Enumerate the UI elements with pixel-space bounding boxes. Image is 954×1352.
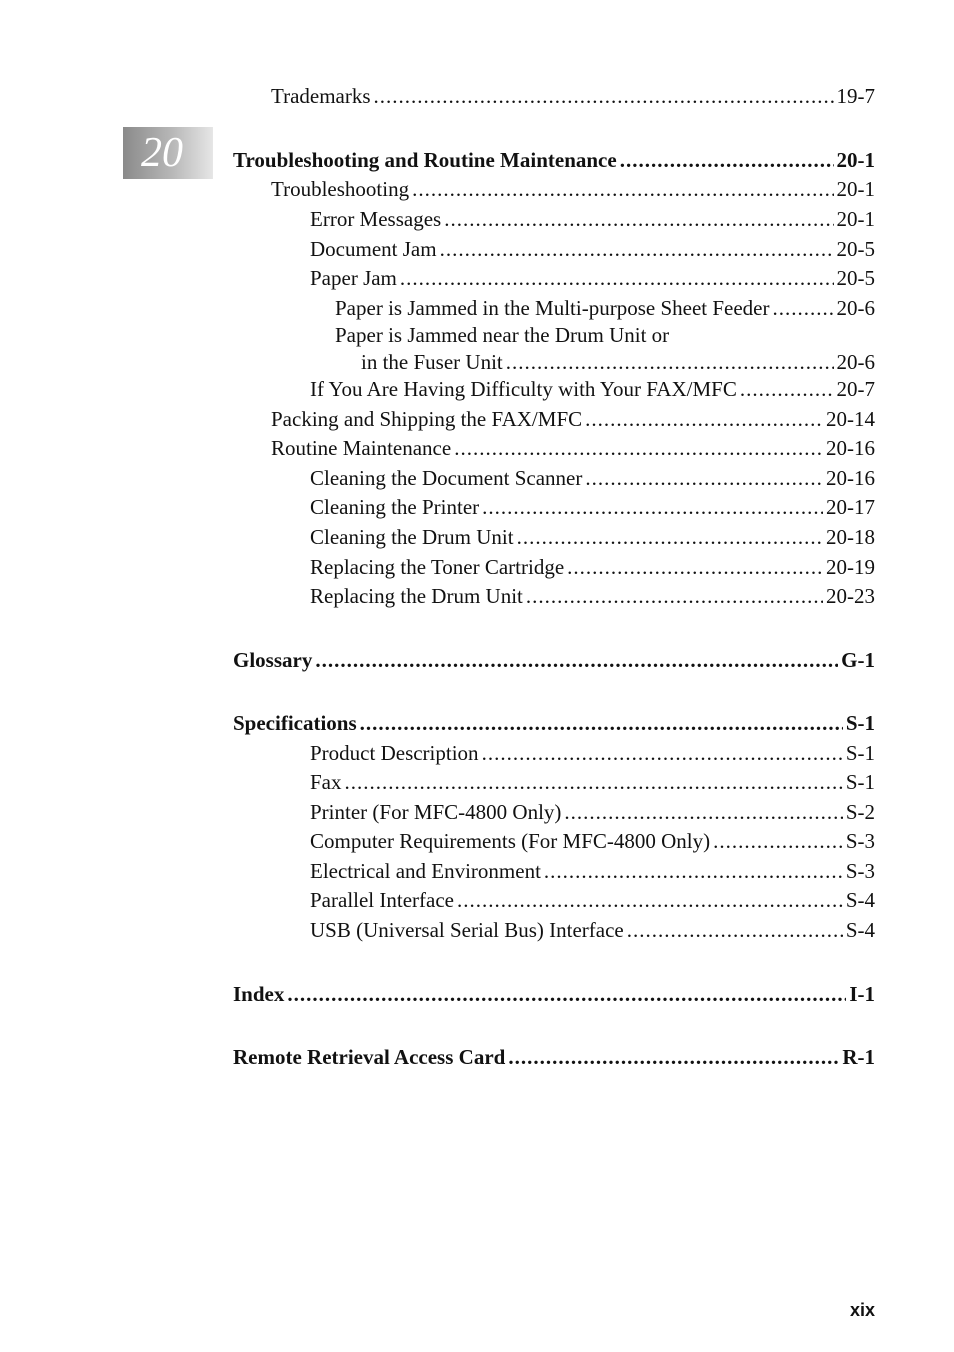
dot-leader — [444, 206, 833, 232]
dot-leader — [517, 524, 823, 550]
toc-entry-title: Error Messages — [310, 207, 442, 231]
toc-entry-product-description[interactable] — [310, 740, 875, 766]
toc-entry-printer[interactable] — [310, 799, 875, 825]
toc-entry-title: Paper Jam — [310, 266, 397, 290]
dot-leader — [400, 265, 834, 291]
toc-entry-title: Fax — [310, 770, 342, 794]
toc-entry-page: S-3 — [845, 829, 875, 853]
toc-entry-title: Packing and Shipping the FAX/MFC — [271, 407, 583, 431]
dot-leader — [345, 769, 843, 795]
toc-entry-document-jam[interactable] — [310, 236, 875, 262]
toc-entry-title: Document Jam — [310, 237, 437, 261]
dot-leader — [454, 435, 823, 461]
dot-leader — [526, 583, 823, 609]
toc-entry-page: 20-6 — [836, 350, 875, 374]
dot-leader — [585, 406, 823, 432]
toc-chapter-troubleshooting-maintenance[interactable] — [233, 147, 875, 173]
dot-leader — [627, 917, 843, 943]
dot-leader — [713, 828, 843, 854]
toc-entry-page: S-2 — [845, 800, 875, 824]
toc-entry-title: Electrical and Environment — [310, 859, 541, 883]
toc-entry-usb-interface[interactable] — [310, 917, 875, 943]
page-number: xix — [849, 1300, 875, 1320]
toc-entry-title: Computer Requirements (For MFC-4800 Only) — [310, 829, 711, 853]
toc-entry-page: S-1 — [845, 711, 875, 735]
toc-entry-trademarks[interactable] — [271, 83, 875, 109]
toc-entry-page: 20-16 — [826, 436, 875, 460]
toc-entry-title: Troubleshooting — [271, 177, 410, 201]
dot-leader — [564, 799, 842, 825]
toc-entry-cleaning-drum[interactable] — [310, 524, 875, 550]
dot-leader — [457, 887, 843, 913]
toc-chapter-index[interactable] — [233, 981, 875, 1007]
toc-chapter-glossary[interactable] — [233, 647, 875, 673]
toc-entry-page: R-1 — [842, 1045, 875, 1069]
toc-entry-title: If You Are Having Difficulty with Your FAX/MFC — [310, 377, 737, 401]
toc-entry-page: 20-23 — [826, 584, 875, 608]
toc-entry-difficulty[interactable] — [310, 376, 875, 402]
toc-entry-title: Printer (For MFC-4800 Only) — [310, 800, 562, 824]
dot-leader — [544, 858, 843, 884]
toc-entry-page: S-4 — [845, 918, 875, 942]
dot-leader — [482, 494, 823, 520]
toc-entry-page: 20-1 — [836, 207, 875, 231]
toc-entry-multipurpose-feeder[interactable] — [335, 295, 875, 321]
dot-leader — [740, 376, 834, 402]
toc-entry-title: Replacing the Drum Unit — [310, 584, 523, 608]
toc-entry-page: 20-5 — [836, 237, 875, 261]
dot-leader — [773, 295, 834, 321]
dot-leader — [620, 147, 834, 173]
toc-entry-title: Cleaning the Document Scanner — [310, 466, 583, 490]
toc-entry-title: Remote Retrieval Access Card — [233, 1045, 506, 1069]
toc-entry-cleaning-printer[interactable] — [310, 494, 875, 520]
dot-leader — [585, 465, 823, 491]
toc-entry-page: 20-6 — [836, 296, 875, 320]
toc-entry-page: 20-19 — [826, 555, 875, 579]
toc-entry-title: Parallel Interface — [310, 888, 454, 912]
toc-entry-page: 20-17 — [826, 495, 875, 519]
toc-entry-page: 19-7 — [836, 84, 875, 108]
toc-entry-page: 20-1 — [836, 177, 875, 201]
dot-leader — [412, 176, 833, 202]
toc-entry-fuser-unit[interactable] — [361, 349, 875, 375]
toc-entry-paper-jam[interactable] — [310, 265, 875, 291]
toc-entry-page: 20-5 — [836, 266, 875, 290]
chapter-number: 20 — [141, 130, 183, 176]
toc-entry-title: Trademarks — [271, 84, 371, 108]
toc-entry-parallel-interface[interactable] — [310, 887, 875, 913]
toc-entry-page: S-4 — [845, 888, 875, 912]
toc-entry-fax[interactable] — [310, 769, 875, 795]
toc-entry-drum-unit-line1[interactable]: Paper is Jammed near the Drum Unit or — [335, 323, 670, 347]
toc-entry-title: Paper is Jammed in the Multi-purpose Sheet Feeder — [335, 296, 770, 320]
dot-leader — [482, 740, 843, 766]
toc-entry-title: Cleaning the Printer — [310, 495, 480, 519]
dot-leader — [508, 1044, 839, 1070]
toc-entry-page: 20-14 — [826, 407, 875, 431]
toc-entry-page: 20-7 — [836, 377, 875, 401]
toc-entry-page: 20-16 — [826, 466, 875, 490]
toc-entry-error-messages[interactable] — [310, 206, 875, 232]
toc-entry-page: 20-1 — [836, 148, 875, 172]
toc-entry-computer-requirements[interactable] — [310, 828, 875, 854]
toc-entry-replacing-toner[interactable] — [310, 554, 875, 580]
toc-entry-troubleshooting[interactable] — [271, 176, 875, 202]
toc-chapter-specifications[interactable] — [233, 710, 875, 736]
toc-entry-title: Product Description — [310, 741, 479, 765]
toc-entry-cleaning-scanner[interactable] — [310, 465, 875, 491]
dot-leader — [440, 236, 834, 262]
toc-entry-page: S-1 — [845, 741, 875, 765]
dot-leader — [567, 554, 823, 580]
toc-entry-title: Routine Maintenance — [271, 436, 452, 460]
toc-entry-page: 20-18 — [826, 525, 875, 549]
toc-entry-page: I-1 — [849, 982, 875, 1006]
toc-entry-title: Specifications — [233, 711, 357, 735]
dot-leader — [506, 349, 834, 375]
chapter-tab — [123, 127, 213, 179]
toc-entry-title: USB (Universal Serial Bus) Interface — [310, 918, 624, 942]
dot-leader — [287, 981, 846, 1007]
toc-entry-page: S-1 — [845, 770, 875, 794]
toc-chapter-remote-retrieval-card[interactable] — [233, 1044, 875, 1070]
toc-entry-title: in the Fuser Unit — [361, 350, 503, 374]
toc-entry-routine-maintenance[interactable] — [271, 435, 875, 461]
toc-entry-packing-shipping[interactable] — [271, 406, 875, 432]
toc-entry-replacing-drum[interactable] — [310, 583, 875, 609]
dot-leader — [360, 710, 843, 736]
toc-entry-page: G-1 — [841, 648, 875, 672]
dot-leader — [374, 83, 834, 109]
toc-entry-title: Glossary — [233, 648, 313, 672]
dot-leader — [315, 647, 838, 673]
toc-entry-title: Troubleshooting and Routine Maintenance — [233, 148, 617, 172]
toc-entry-page: S-3 — [845, 859, 875, 883]
toc-entry-title: Index — [233, 982, 285, 1006]
toc-entry-title: Replacing the Toner Cartridge — [310, 555, 565, 579]
toc-entry-electrical-environment[interactable] — [310, 858, 875, 884]
toc-entry-title: Cleaning the Drum Unit — [310, 525, 514, 549]
